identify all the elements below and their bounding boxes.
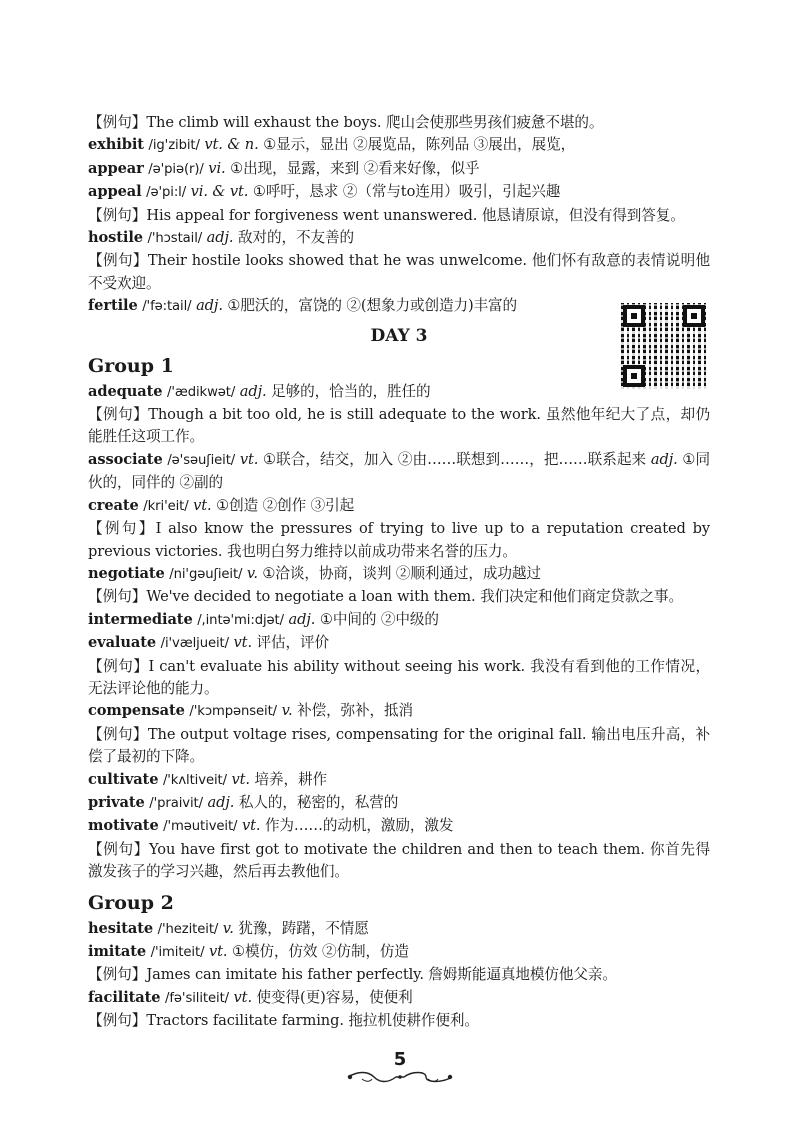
- group-1-entries: [88, 381, 710, 884]
- definition: 犹豫，踌躇，不情愿: [238, 919, 369, 937]
- headword: adequate: [88, 382, 163, 400]
- example-tag: 【例句】: [88, 840, 150, 858]
- definition: 敌对的，不友善的: [238, 229, 354, 247]
- definition: ①出现，显露，来到 ②看来好像，似乎: [230, 159, 480, 177]
- part-of-speech: adj.: [207, 793, 235, 811]
- part-of-speech: v.: [281, 702, 293, 720]
- headword: negotiate: [88, 564, 165, 582]
- phonetic: /ni'gəuʃieit/: [169, 566, 243, 582]
- part-of-speech: adj.: [196, 297, 223, 315]
- part-of-speech: vt.: [231, 770, 250, 788]
- scroll-ornament-icon: [340, 1070, 460, 1084]
- part-of-speech: vt.: [208, 943, 228, 960]
- definition: 作为……的动机，激励，激发: [264, 817, 454, 835]
- example-sentence: [88, 205, 710, 227]
- example-text: Tractors facilitate farming. 拖拉机使耕作便利。: [146, 1012, 479, 1030]
- part-of-speech: vt.: [233, 988, 252, 1006]
- definition: ①肥沃的，富饶的 ②(想象力或创造力)丰富的: [227, 297, 518, 315]
- example-tag: 【例句】: [88, 1012, 147, 1030]
- phonetic: /'ædikwət/: [167, 384, 236, 400]
- vocab-entry: [88, 700, 710, 723]
- example-tag: 【例句】: [88, 206, 147, 224]
- vocab-entry: [88, 449, 710, 495]
- part-of-speech: v.: [222, 919, 234, 937]
- part-of-speech: v.: [246, 564, 258, 582]
- headword: appeal: [88, 183, 142, 201]
- example-text: Their hostile looks showed that he was unwelcome. 他们怀有敌意的表情说明他不受欢迎。: [88, 252, 710, 292]
- page-footer: [330, 1050, 470, 1084]
- example-text: I also know the pressures of trying to live up to a reputation created by previous victories. 我也明白努力维持以前成功带来名誉的压力。: [88, 520, 710, 560]
- part-of-speech: vt.: [239, 450, 259, 468]
- vocab-entry: [88, 134, 710, 157]
- definition: ①呼吁，恳求 ②（常与to连用）吸引，引起兴趣: [252, 183, 561, 201]
- headword: fertile: [88, 297, 138, 315]
- headword: exhibit: [88, 136, 144, 154]
- phonetic: /'məutiveit/: [163, 819, 238, 835]
- definition: 使变得(更)容易，使便利: [256, 988, 413, 1006]
- example-sentence: [88, 404, 710, 449]
- headword: facilitate: [88, 988, 161, 1006]
- definition: ①同伙的，同伴的 ②副的: [88, 450, 710, 492]
- day-title: DAY 3: [370, 325, 428, 346]
- example-sentence: [88, 518, 710, 563]
- headword: private: [88, 793, 145, 811]
- example-sentence: [88, 1010, 710, 1032]
- part-of-speech: vi.: [208, 159, 226, 177]
- definition: ①显示，显出 ②展览品，陈列品 ③展出，展览，: [263, 136, 576, 154]
- example-tag: 【例句】: [88, 725, 148, 743]
- phonetic: /'praivit/: [149, 795, 203, 811]
- phonetic: /kri'eit/: [143, 498, 189, 514]
- definition: ①中间的 ②中级的: [319, 610, 439, 628]
- vocab-entry: [88, 181, 710, 204]
- vocab-entry: [88, 792, 710, 815]
- headword: hostile: [88, 229, 143, 247]
- phonetic: /'imiteit/: [150, 945, 205, 960]
- vocab-entry: [88, 158, 710, 181]
- headword: appear: [88, 159, 144, 177]
- example-tag: 【例句】: [88, 252, 148, 270]
- group-2-entries: [88, 918, 710, 1033]
- headword: intermediate: [88, 610, 193, 628]
- phonetic: /i'væljueit/: [160, 636, 229, 652]
- headword: associate: [88, 450, 163, 468]
- part-of-speech: vt.: [233, 634, 252, 652]
- vocab-entry: [88, 918, 710, 941]
- phonetic: /fə'siliteit/: [165, 990, 229, 1006]
- phonetic: /'heziteit/: [157, 921, 219, 937]
- example-tag: 【例句】: [88, 520, 156, 538]
- vocab-entry: [88, 495, 710, 518]
- headword: hesitate: [88, 919, 154, 937]
- example-text: The climb will exhaust the boys. 爬山会使那些男孩们疲惫不堪的。: [146, 114, 604, 131]
- phonetic: /ə'piə(r)/: [148, 161, 204, 177]
- vocab-entry: [88, 632, 710, 655]
- vocabulary-page: [88, 112, 710, 1033]
- headword: compensate: [88, 702, 185, 720]
- part-of-speech: adj.: [206, 229, 234, 247]
- phonetic: /,intə'mi:djət/: [197, 612, 284, 628]
- part-of-speech: vt.: [241, 817, 261, 835]
- phonetic: /ə'pi:l/: [146, 185, 187, 201]
- example-tag: 【例句】: [88, 114, 147, 131]
- definition: 补偿，弥补，抵消: [297, 702, 414, 720]
- headword: evaluate: [88, 634, 157, 652]
- definition: 培养，耕作: [254, 770, 327, 788]
- example-tag: 【例句】: [88, 406, 149, 424]
- example-text: We've decided to negotiate a loan with them. 我们决定和他们商定贷款之事。: [146, 588, 683, 606]
- definition: ①创造 ②创作 ③引起: [216, 496, 355, 514]
- example-sentence: [88, 724, 710, 769]
- example-tag: 【例句】: [88, 966, 147, 984]
- example-text: The output voltage rises, compensating for the original fall. 输出电压升高，补偿了最初的下降。: [88, 725, 710, 766]
- example-text: You have first got to motivate the children and then to teach them. 你首先得激发孩子的学习兴趣，然后再去教他们。: [88, 840, 710, 881]
- example-sentence: [88, 586, 710, 608]
- example-sentence: [88, 839, 710, 884]
- example-sentence: [88, 112, 710, 134]
- vocab-entry: [88, 563, 710, 586]
- vocab-entry: [88, 987, 710, 1010]
- phonetic: /ig'zibit/: [148, 138, 200, 154]
- vocab-entry: [88, 769, 710, 792]
- headword: create: [88, 496, 139, 514]
- example-tag: 【例句】: [88, 657, 149, 675]
- example-sentence: [88, 250, 710, 295]
- phonetic: /'kɔmpənseit/: [189, 704, 278, 720]
- vocab-entry: [88, 295, 710, 318]
- part-of-speech: vt. & n.: [204, 136, 259, 154]
- headword: cultivate: [88, 770, 159, 788]
- phonetic: /'kʌltiveit/: [162, 772, 227, 788]
- phonetic: /ə'səuʃieit/: [167, 452, 236, 468]
- part-of-speech: adj.: [239, 382, 267, 400]
- definition: 足够的，恰当的，胜任的: [271, 382, 431, 400]
- example-tag: 【例句】: [88, 588, 147, 606]
- qr-code-icon: [621, 303, 707, 389]
- page-number: 5: [393, 1049, 407, 1070]
- group-1-title: Group 1: [88, 354, 174, 377]
- part-of-speech: vt.: [193, 496, 212, 514]
- part-of-speech: adj.: [650, 450, 678, 468]
- top-entries: [88, 112, 710, 319]
- definition: 私人的，秘密的，私营的: [238, 793, 399, 811]
- definition: ①洽谈，协商，谈判 ②顺利通过，成功越过: [262, 564, 541, 582]
- example-sentence: [88, 964, 710, 986]
- vocab-entry: [88, 609, 710, 632]
- example-text: I can't evaluate his ability without seeing his work. 我没有看到他的工作情况，无法评论他的能力。: [88, 657, 710, 697]
- example-sentence: [88, 656, 710, 701]
- vocab-entry: [88, 381, 710, 404]
- headword: motivate: [88, 817, 159, 835]
- part-of-speech: adj.: [288, 610, 316, 628]
- example-text: Though a bit too old, he is still adequate to the work. 虽然他年纪大了点，却仍能胜任这项工作。: [88, 406, 710, 446]
- definition: ①联合，结交，加入 ②由……联想到……，把……联系起来: [262, 450, 647, 468]
- example-text: James can imitate his father perfectly. 詹姆斯能逼真地模仿他父亲。: [146, 966, 617, 984]
- phonetic: /'fə:tail/: [142, 299, 192, 315]
- definition: 评估，评价: [256, 634, 330, 652]
- vocab-entry: [88, 227, 710, 250]
- headword: imitate: [88, 943, 147, 960]
- phonetic: /'hɔstail/: [147, 231, 203, 247]
- definition: ①模仿，仿效 ②仿制，仿造: [231, 943, 409, 960]
- group-2-title: Group 2: [88, 891, 174, 914]
- vocab-entry: [88, 815, 710, 838]
- part-of-speech: vi. & vt.: [190, 183, 249, 201]
- vocab-entry: [88, 941, 710, 964]
- example-text: His appeal for forgiveness went unanswered. 他恳请原谅，但没有得到答复。: [146, 206, 685, 224]
